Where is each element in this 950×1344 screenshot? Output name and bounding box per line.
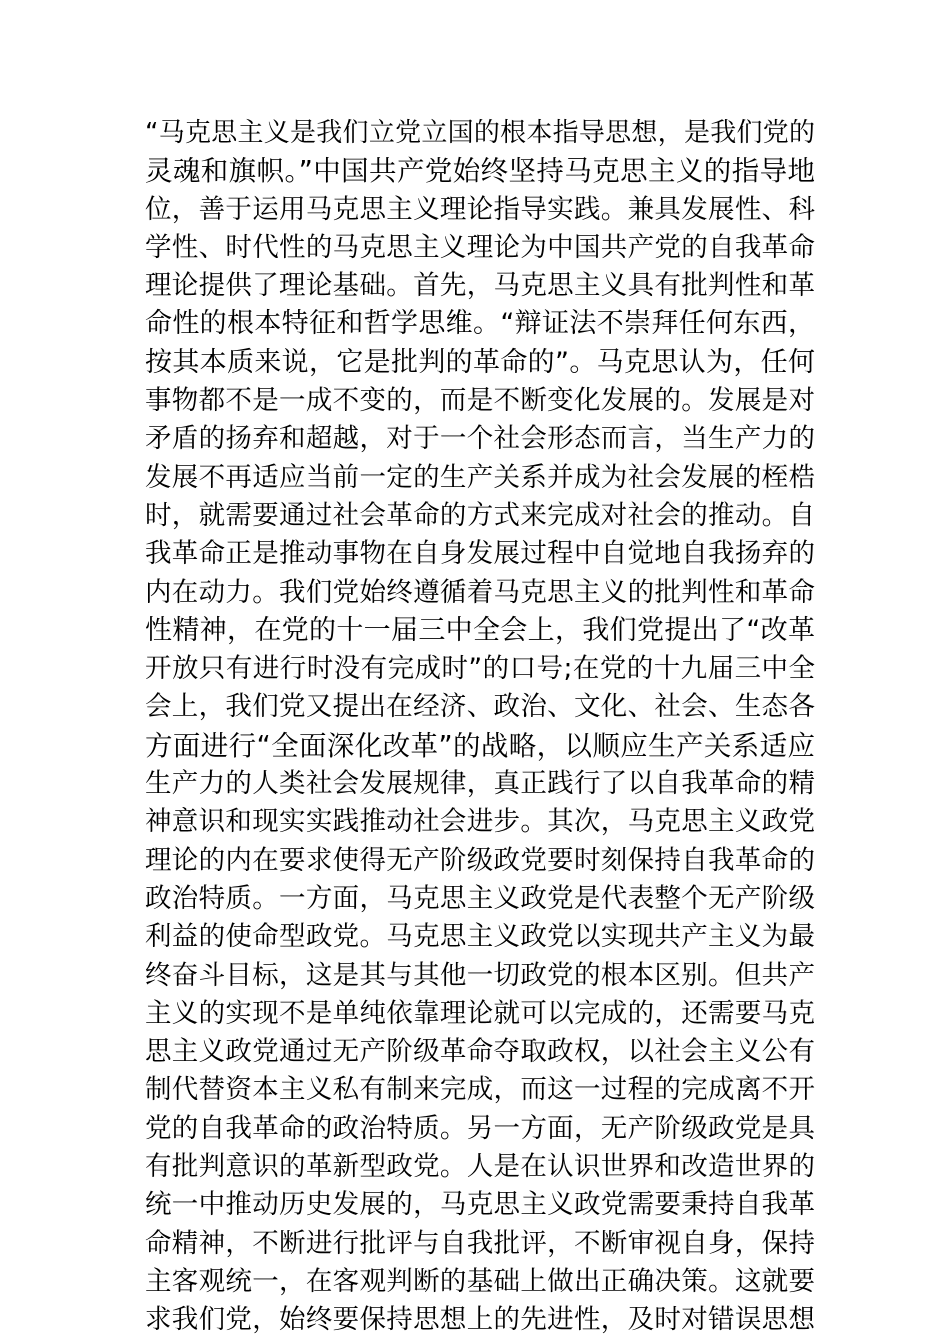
text-line: 有批判意识的革新型政党。人是在认识世界和改造世界的 (145, 1151, 815, 1183)
text-line: 生产力的人类社会发展规律，真正践行了以自我革命的精 (145, 768, 815, 800)
text-line: 学性、时代性的马克思主义理论为中国共产党的自我革命 (145, 231, 815, 263)
text-line: 内在动力。我们党始终遵循着马克思主义的批判性和革命 (145, 576, 815, 608)
text-line: 利益的使命型政党。马克思主义政党以实现共产主义为最 (145, 921, 815, 953)
text-line: 终奋斗目标，这是其与其他一切政党的根本区别。但共产 (145, 959, 815, 991)
text-line: 位，善于运用马克思主义理论指导实践。兼具发展性、科 (145, 193, 815, 225)
text-line: 主义的实现不是单纯依靠理论就可以完成的，还需要马克 (145, 997, 815, 1029)
text-line: 按其本质来说，它是批判的革命的”。马克思认为，任何 (145, 346, 815, 378)
text-line: 理论的内在要求使得无产阶级政党要时刻保持自我革命的 (145, 844, 815, 876)
text-line: 统一中推动历史发展的，马克思主义政党需要秉持自我革 (145, 1189, 815, 1221)
text-line: 我革命正是推动事物在自身发展过程中自觉地自我扬弃的 (145, 538, 815, 570)
text-line: 方面进行“全面深化改革”的战略，以顺应生产关系适应 (145, 729, 815, 762)
text-line: 事物都不是一成不变的，而是不断变化发展的。发展是对 (145, 385, 815, 417)
text-line: 时，就需要通过社会革命的方式来完成对社会的推动。自 (145, 499, 815, 531)
text-line: “马克思主义是我们立党立国的根本指导思想，是我们党的 (145, 118, 815, 148)
text-line: 神意识和现实实践推动社会进步。其次，马克思主义政党 (145, 806, 815, 838)
body-paragraph (145, 114, 815, 1340)
text-line: 灵魂和旗帜。”中国共产党始终坚持马克思主义的指导地 (145, 155, 815, 188)
text-line: 制代替资本主义私有制来完成，而这一过程的完成离不开 (145, 1074, 815, 1106)
text-line: 政治特质。一方面，马克思主义政党是代表整个无产阶级 (145, 882, 815, 914)
text-line: 性精神，在党的十一届三中全会上，我们党提出了“改革 (145, 614, 815, 646)
text-line: 发展不再适应当前一定的生产关系并成为社会发展的桎梏 (145, 461, 815, 493)
text-line: 党的自我革命的政治特质。另一方面，无产阶级政党是具 (145, 1112, 815, 1144)
text-line: 命性的根本特征和哲学思维。“辩证法不崇拜任何东西， (145, 308, 815, 340)
text-line: 会上，我们党又提出在经济、政治、文化、社会、生态各 (145, 691, 815, 723)
text-line: 开放只有进行时没有完成时”的口号;在党的十九届三中全 (145, 653, 815, 685)
text-line: 理论提供了理论基础。首先，马克思主义具有批判性和革 (145, 270, 815, 302)
text-line: 矛盾的扬弃和超越，对于一个社会形态而言，当生产力的 (145, 423, 815, 455)
text-line: 求我们党，始终要保持思想上的先进性，及时对错误思想 (145, 1304, 815, 1336)
text-line: 主客观统一，在客观判断的基础上做出正确决策。这就要 (145, 1265, 815, 1297)
text-line: 命精神，不断进行批评与自我批评，不断审视自身，保持 (145, 1227, 815, 1259)
text-line: 思主义政党通过无产阶级革命夺取政权，以社会主义公有 (145, 1036, 815, 1068)
